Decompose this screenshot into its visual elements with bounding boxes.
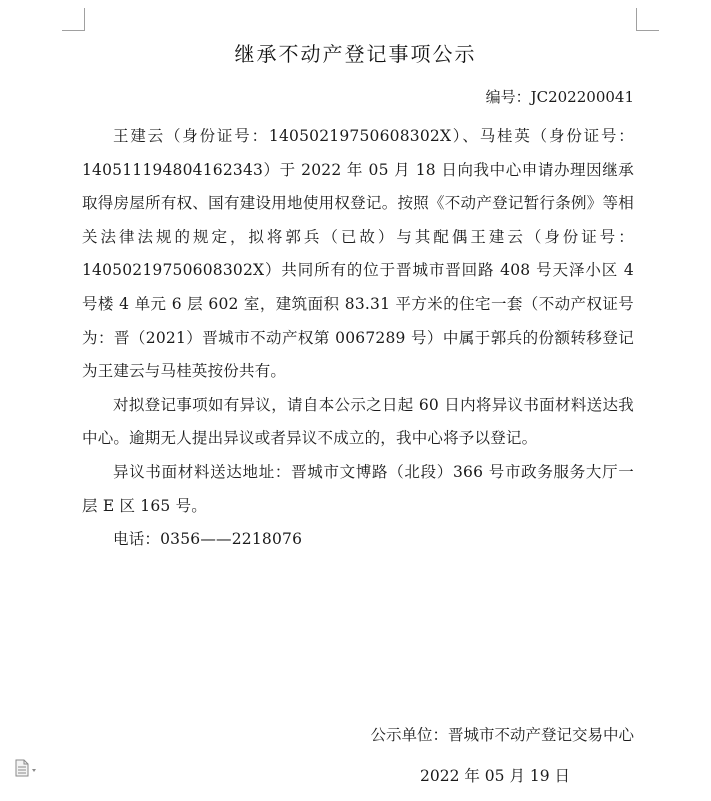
issuing-unit: 公示单位：晋城市不动产登记交易中心 xyxy=(370,726,634,744)
paragraph-address: 异议书面材料送达地址：晋城市文博路（北段）366 号市政务服务大厅一层 E 区 165 号。 xyxy=(82,462,634,515)
document-body xyxy=(82,120,634,557)
issue-date: 2022 年 05 月 19 日 xyxy=(420,767,571,785)
serial-number: 编号：JC202200041 xyxy=(485,88,634,106)
crop-mark-top-right xyxy=(636,8,659,31)
paragraph-objection: 对拟登记事项如有异议，请自本公示之日起 60 日内将异议书面材料送达我中心。逾期无人提出异议或者异议不成立的，我中心将予以登记。 xyxy=(82,395,634,448)
paragraph-main: 王建云（身份证号：14050219750608302X）、马桂英（身份证号：140511194804162343）于 2022 年 05 月 18 日向我中心申请办理因继承取得房屋所有权、国有建设用地使用权登记。按照《不动产登记暂行条例》等相关法律法规的规定，拟将郭兵（已故）与其配偶王建云（身份证号：14050219750608302X）共同所有的位于晋城市晋回路 408 号天泽小区 4 号楼 4 单元 6 层 602 室，建筑面积 83.31 平方米的住宅一套（不动产权证号为：晋（2021）晋城市不动产权第 0067289 号）中属于郭兵的份额转移登记为王建云与马桂英按份共有。 xyxy=(82,127,634,381)
crop-mark-top-left xyxy=(62,8,85,31)
document-title: 继承不动产登记事项公示 xyxy=(234,42,477,66)
paragraph-phone: 电话：0356——2218076 xyxy=(113,530,303,549)
document-options-icon[interactable] xyxy=(14,759,40,777)
